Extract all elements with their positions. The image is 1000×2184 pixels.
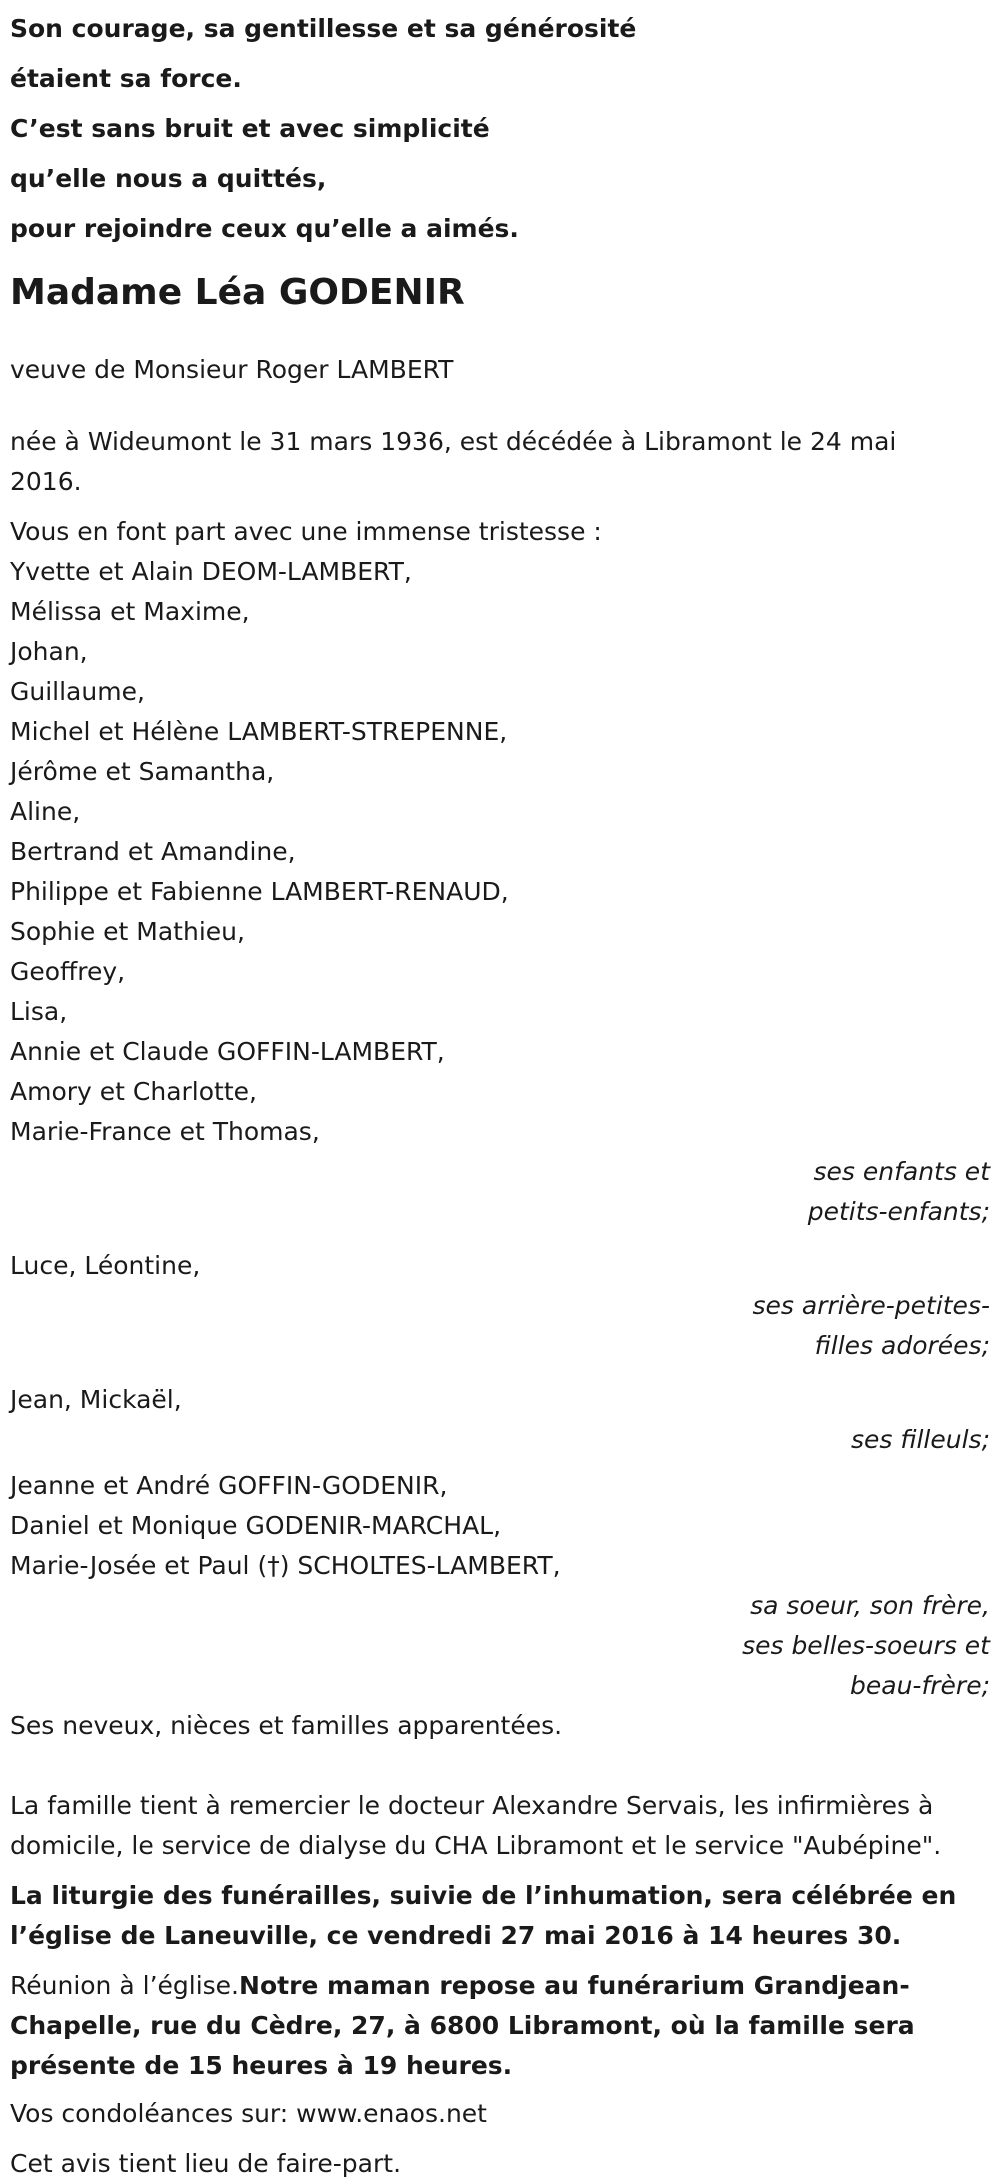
role-line: ses enfants et bbox=[813, 1157, 990, 1186]
condolences-line: Vos condoléances sur: www.enaos.net bbox=[10, 2099, 487, 2128]
list-item: Yvette et Alain DEOM-LAMBERT, bbox=[10, 557, 412, 586]
list-item: Bertrand et Amandine, bbox=[10, 837, 296, 866]
widow-of: veuve de Monsieur Roger LAMBERT bbox=[10, 355, 454, 384]
role-line: ses belles-soeurs et bbox=[742, 1631, 990, 1660]
children-role bbox=[10, 1152, 990, 1232]
list-item: Michel et Hélène LAMBERT-STREPENNE, bbox=[10, 717, 508, 746]
list-item: Marie-France et Thomas, bbox=[10, 1117, 320, 1146]
poem-line: C’est sans bruit et avec simplicité bbox=[10, 114, 490, 143]
funerarium-text: Notre maman repose au funérarium Grandjean-Chapelle, rue du Cèdre, 27, à 6800 Libramont, où la famille sera présente de 15 heures à 19 heures. bbox=[10, 1971, 915, 2080]
poem-line: qu’elle nous a quittés, bbox=[10, 164, 327, 193]
list-item: Jérôme et Samantha, bbox=[10, 757, 275, 786]
notice-line: Cet avis tient lieu de faire-part. bbox=[10, 2149, 402, 2178]
reunion-text: Réunion à l’église. bbox=[10, 1971, 240, 2000]
list-item: Philippe et Fabienne LAMBERT-RENAUD, bbox=[10, 877, 509, 906]
funeral-liturgy: La liturgie des funérailles, suivie de l’inhumation, sera célébrée en l’église de Laneuville, ce vendredi 27 mai 2016 à 14 heures 30. bbox=[10, 1881, 957, 1950]
poem bbox=[10, 4, 990, 254]
list-item: Sophie et Mathieu, bbox=[10, 917, 245, 946]
list-item: Mélissa et Maxime, bbox=[10, 597, 250, 626]
role-line: sa soeur, son frère, bbox=[750, 1591, 990, 1620]
announcement-intro: Vous en font part avec une immense tristesse : bbox=[10, 517, 602, 546]
role-line: filles adorées; bbox=[814, 1331, 990, 1360]
role-line: ses filleuls; bbox=[850, 1425, 990, 1454]
list-item: Lisa, bbox=[10, 997, 68, 1026]
list-item: Annie et Claude GOFFIN-LAMBERT, bbox=[10, 1037, 445, 1066]
deceased-name: Madame Léa GODENIR bbox=[10, 272, 465, 313]
list-item: Marie-Josée et Paul (†) SCHOLTES-LAMBERT, bbox=[10, 1551, 561, 1580]
siblings-list bbox=[10, 1466, 990, 1586]
list-item: Guillaume, bbox=[10, 677, 145, 706]
thanks-paragraph: La famille tient à remercier le docteur Alexandre Servais, les infirmières à domicile, le service de dialyse du CHA Libramont et le service "Aubépine". bbox=[10, 1791, 942, 1860]
relatives: Ses neveux, nièces et familles apparentées. bbox=[10, 1711, 563, 1740]
poem-line: étaient sa force. bbox=[10, 64, 242, 93]
poem-line: Son courage, sa gentillesse et sa générosité bbox=[10, 14, 637, 43]
reunion-paragraph bbox=[10, 1966, 985, 2086]
poem-line: pour rejoindre ceux qu’elle a aimés. bbox=[10, 214, 519, 243]
children-list bbox=[10, 552, 990, 1152]
role-line: petits-enfants; bbox=[807, 1197, 990, 1226]
list-item: Daniel et Monique GODENIR-MARCHAL, bbox=[10, 1511, 502, 1540]
list-item: Aline, bbox=[10, 797, 81, 826]
list-item: Johan, bbox=[10, 637, 88, 666]
obituary-page bbox=[0, 4, 1000, 2178]
birth-death: née à Wideumont le 31 mars 1936, est décédée à Libramont le 24 mai 2016. bbox=[10, 427, 897, 496]
list-item: Amory et Charlotte, bbox=[10, 1077, 257, 1106]
siblings-role bbox=[10, 1586, 990, 1706]
role-line: beau-frère; bbox=[850, 1671, 990, 1700]
list-item: Geoffrey, bbox=[10, 957, 126, 986]
great-grandchildren-role bbox=[10, 1286, 990, 1366]
list-item: Jeanne et André GOFFIN-GODENIR, bbox=[10, 1471, 448, 1500]
role-line: ses arrière-petites- bbox=[752, 1291, 990, 1320]
godchildren: Jean, Mickaël, bbox=[10, 1385, 182, 1414]
great-grandchildren: Luce, Léontine, bbox=[10, 1251, 201, 1280]
godchildren-role bbox=[10, 1420, 990, 1460]
